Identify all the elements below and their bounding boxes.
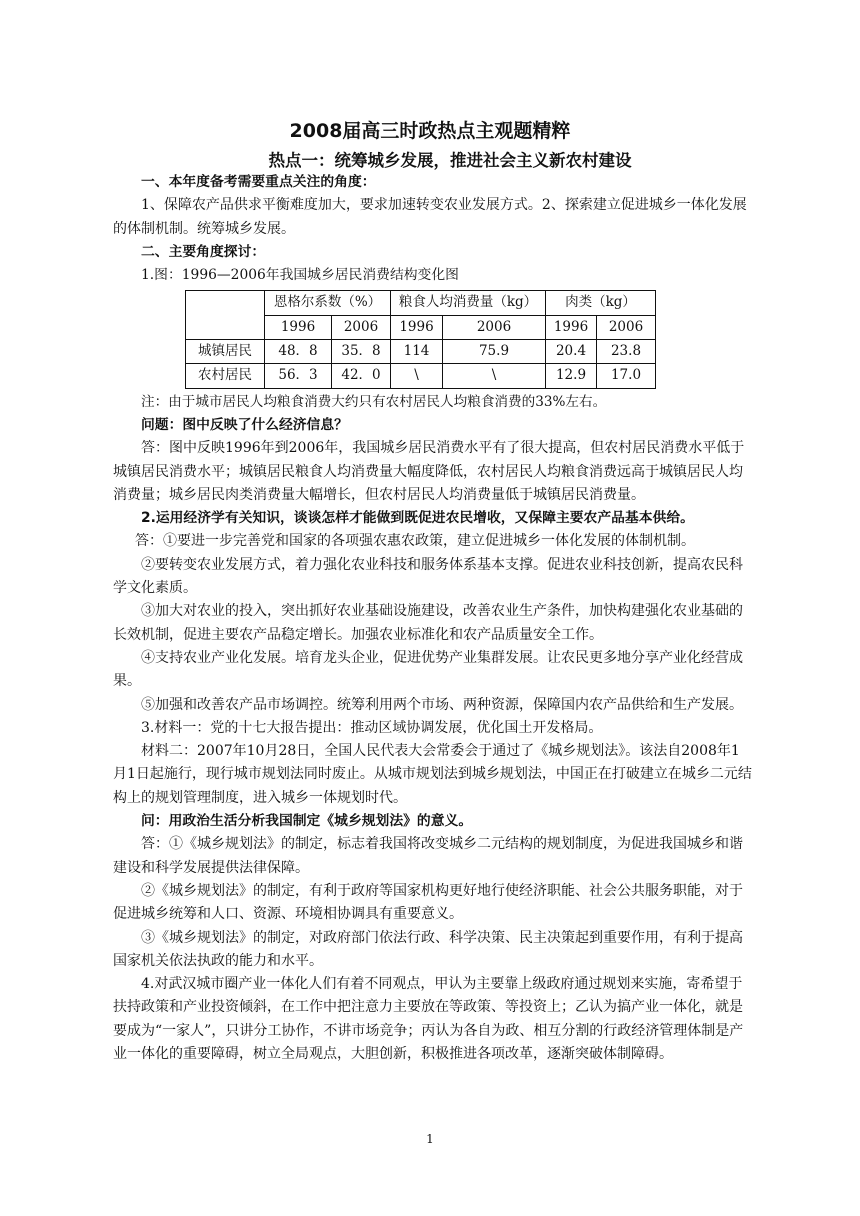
q3-answer-2: ②《城乡规划法》的制定，有利于政府等国家机构更好地行使经济职能、社会公共服务职能，对于促进城乡统筹和人口、资源、环境相协调具有重要意义。 [113,882,743,923]
table-note: 注：由于城市居民人均粮食消费大约只有农村居民人均粮食消费的33%左右。 [141,393,607,410]
page-number: 1 [426,1132,434,1146]
table-cell: 114 [391,340,443,364]
table-cell: 42．0 [332,364,391,388]
table-year-cell: 1996 [546,315,597,339]
table-caption: 1.图：1996—2006年我国城乡居民消费结构变化图 [141,267,459,284]
table-cell: 48．8 [265,340,332,364]
table-row-label: 城镇居民 [186,340,265,364]
table-year-cell: 1996 [391,315,443,339]
table-row-label: 农村居民 [186,364,265,388]
q3-material-1: 3.材料一：党的十七大报告提出：推动区域协调发展，优化国土开发格局。 [141,719,603,736]
table-cell: 20.4 [546,340,597,364]
table-cell: 35．8 [332,340,391,364]
q4-text: 4.对武汉城市圈产业一体化人们有着不同观点，甲认为主要靠上级政府通过规划来实施，寄希望于扶持政策和产业投资倾斜，在工作中把注意力主要放在等政策、等投资上；乙认为搞产业一体化，就是要成为“一家人”，只讲分工协作，不讲市场竞争；丙认为各自为政、相互分割的行政经济管理体制是产业一体化的重要障碍，树立全局观点，大胆创新，积极推进各项改革，逐渐突破体制障碍。 [113,976,744,1062]
table-cell: 12.9 [546,364,597,388]
consumption-table [185,290,656,388]
q3-material-2: 材料二：2007年10月28日，全国人民代表大会常委会于通过了《城乡规划法》。该法自2008年1月1日起施行，现行城市规划法同时废止。从城市规划法到城乡规划法，中国正在打破建立在城乡二元结构上的规划管理制度，进入城乡一体规划时代。 [113,743,752,806]
q3-answer-1: 答：①《城乡规划法》的制定，标志着我国将改变城乡二元结构的规划制度，为促进我国城乡和谐建设和科学发展提供法律保障。 [113,836,743,876]
table-cell: 75.9 [443,340,546,364]
document-title: 2008届高三时政热点主观题精粹 [289,120,571,142]
q3-answer-3: ③《城乡规划法》的制定，对政府部门依法行政、科学决策、民主决策起到重要作用，有利于提高国家机关依法执政的能力和水平。 [113,929,743,969]
table-cell: \ [391,364,443,388]
section1-heading: 一、本年度备考需要重点关注的角度： [141,174,376,190]
q1-answer: 答：图中反映1996年到2006年，我国城乡居民消费水平有了很大提高，但农村居民消费水平低于城镇居民消费水平；城镇居民粮食人均消费量大幅度降低，农村居民人均粮食消费远高于城镇居民人均消费量；城乡居民肉类消费量大幅增长，但农村居民人均消费量低于城镇居民消费量。 [113,440,745,503]
table-group-header: 肉类（kg） [546,291,656,315]
q2-question: 2.运用经济学有关知识，谈谈怎样才能做到既促进农民增收，又保障主要农产品基本供给。 [141,510,694,527]
table-year-cell: 2006 [597,315,656,339]
section1-text: 1、保障农产品供求平衡难度加大，要求加速转变农业发展方式。2、探索建立促进城乡一体化发展的体制机制。统筹城乡发展。 [113,197,747,237]
q2-answer-4: ④支持农业产业化发展。培育龙头企业，促进优势产业集群发展。让农民更多地分享产业化经营成果。 [113,649,743,690]
q2-answer-3: ③加大对农业的投入，突出抓好农业基础设施建设，改善农业生产条件，加快构建强化农业基础的长效机制，促进主要农产品稳定增长。加强农业标准化和农产品质量安全工作。 [113,603,743,643]
table-group-header: 粮食人均消费量（kg） [391,291,546,315]
table-cell: 17.0 [597,364,656,388]
document-body [113,171,753,1066]
table-year-cell: 1996 [265,315,332,339]
table-row [186,364,656,388]
table-cell: 56．3 [265,364,332,388]
q2-answer-2: ②要转变农业发展方式，着力强化农业科技和服务体系基本支撑。促进农业科技创新，提高农民科学文化素质。 [113,556,743,597]
table-cell: \ [443,364,546,388]
q2-answer-1: 答：①要进一步完善党和国家的各项强农惠农政策，建立促进城乡一体化发展的体制机制。 [135,533,695,550]
hotspot-heading: 热点一：统筹城乡发展，推进社会主义新农村建设 [268,151,632,170]
table-row [186,340,656,364]
table-corner-cell [186,291,265,340]
q1-question: 问题：图中反映了什么经济信息？ [141,416,348,433]
q3-question: 问：用政治生活分析我国制定《城乡规划法》的意义。 [141,813,473,830]
table-cell: 23.8 [597,340,656,364]
table-year-cell: 2006 [443,315,546,339]
table-header-row [186,291,656,315]
section2-heading: 二、主要角度探讨： [141,243,266,260]
table-year-cell: 2006 [332,315,391,339]
table-group-header: 恩格尔系数（%） [265,291,391,315]
q2-answer-5: ⑤加强和改善农产品市场调控。统筹利用两个市场、两种资源，保障国内农产品供给和生产发展。 [141,696,743,713]
